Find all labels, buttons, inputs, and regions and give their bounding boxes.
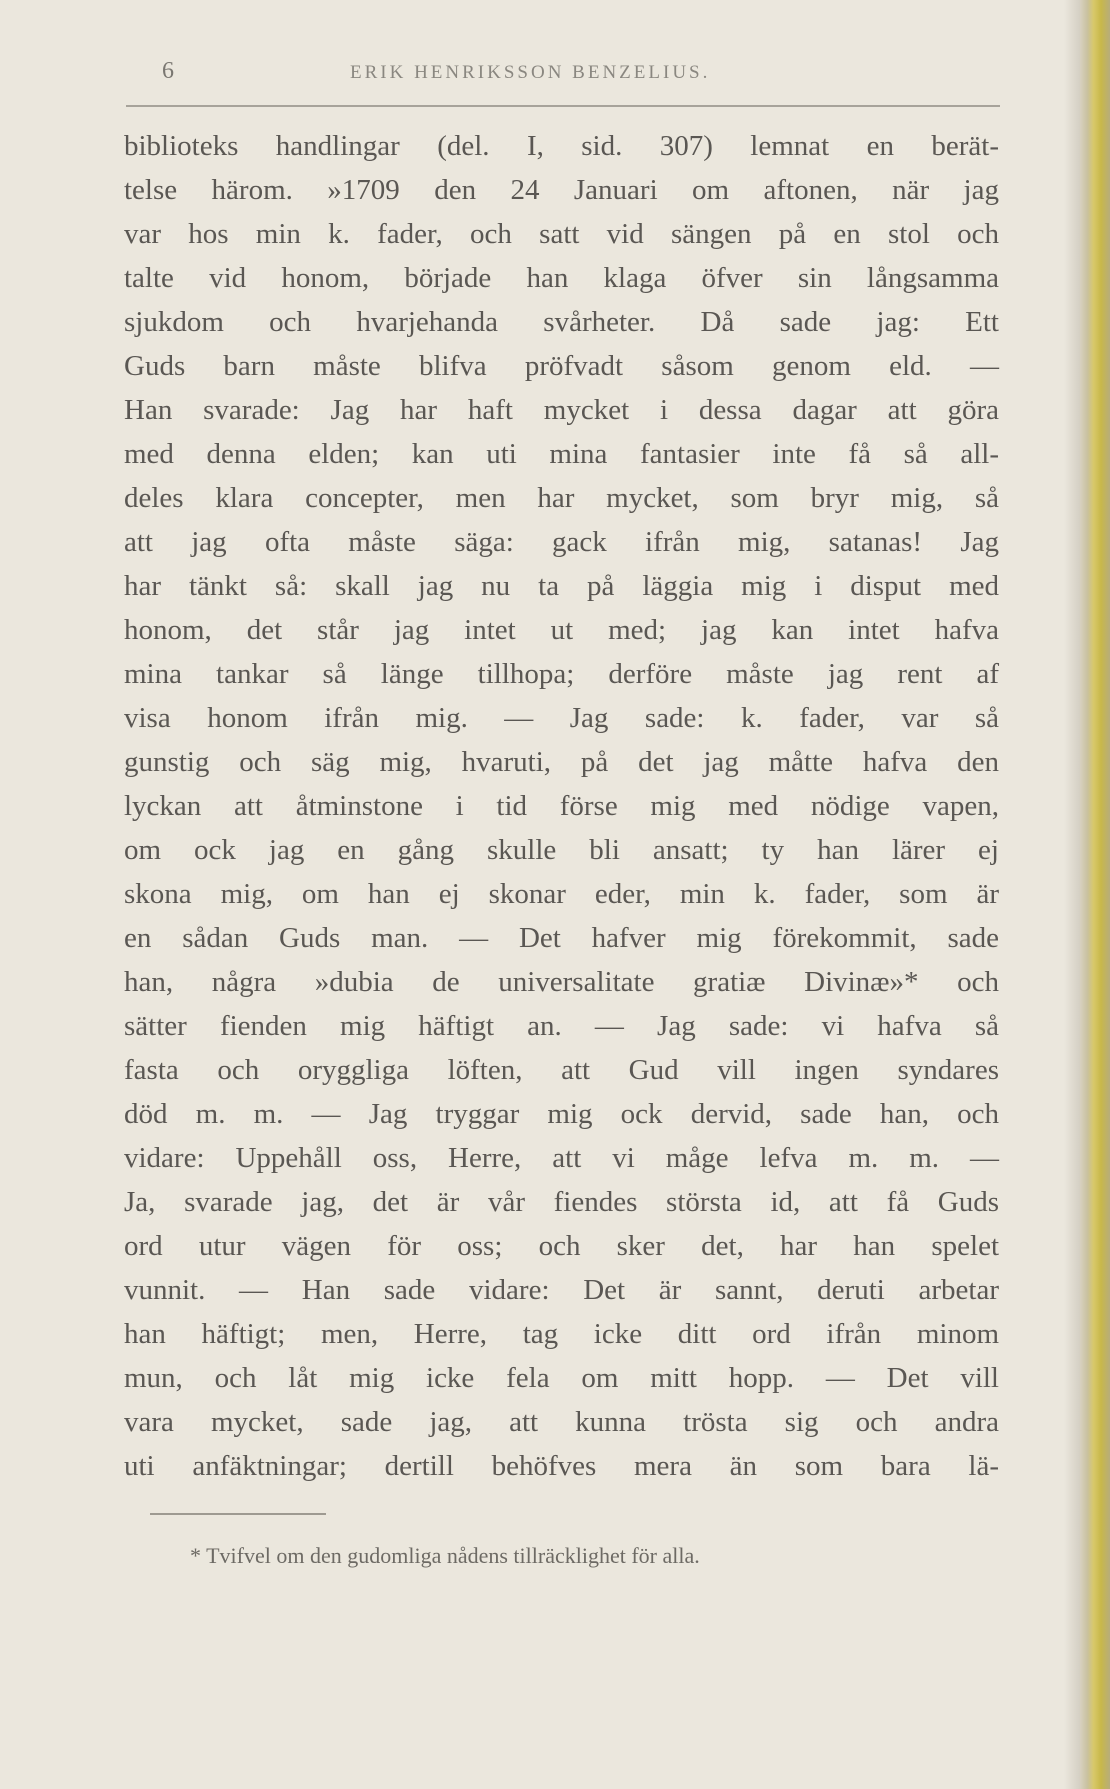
text-line: vunnit. — Han sade vidare: Det är sannt, deruti arbetar (124, 1274, 999, 1306)
text-line: honom, det står jag intet ut med; jag kan intet hafva (124, 614, 999, 646)
text-line: Guds barn måste blifva pröfvadt såsom genom eld. — (124, 350, 999, 382)
text-line: vidare: Uppehåll oss, Herre, att vi måge lefva m. m. — (124, 1142, 999, 1174)
text-line: har tänkt så: skall jag nu ta på läggia mig i disput med (124, 570, 999, 602)
text-line: Ja, svarade jag, det är vår fiendes största id, att få Guds (124, 1186, 999, 1218)
text-line: telse härom. »1709 den 24 Januari om aftonen, när jag (124, 174, 999, 206)
header-rule (126, 105, 1000, 107)
text-line: deles klara concepter, men har mycket, som bryr mig, så (124, 482, 999, 514)
text-line: var hos min k. fader, och satt vid sängen på en stol och (124, 218, 999, 250)
text-line: han, några »dubia de universalitate gratiæ Divinæ»* och (124, 966, 999, 998)
text-line: död m. m. — Jag tryggar mig ock dervid, sade han, och (124, 1098, 999, 1130)
text-line: sjukdom och hvarjehanda svårheter. Då sade jag: Ett (124, 306, 999, 338)
page-right-edge (1080, 0, 1110, 1789)
text-line: skona mig, om han ej skonar eder, min k. fader, som är (124, 878, 999, 910)
running-title: ERIK HENRIKSSON BENZELIUS. (350, 62, 711, 83)
footnote-rule (150, 1513, 326, 1515)
text-line: biblioteks handlingar (del. I, sid. 307) lemnat en berät- (124, 130, 999, 162)
text-line: fasta och oryggliga löften, att Gud vill ingen syndares (124, 1054, 999, 1086)
text-line: om ock jag en gång skulle bli ansatt; ty han lärer ej (124, 834, 999, 866)
text-line: han häftigt; men, Herre, tag icke ditt ord ifrån minom (124, 1318, 999, 1350)
text-line: mina tankar så länge tillhopa; derföre måste jag rent af (124, 658, 999, 690)
text-line: med denna elden; kan uti mina fantasier inte få så all- (124, 438, 999, 470)
text-line: att jag ofta måste säga: gack ifrån mig, satanas! Jag (124, 526, 999, 558)
page-number: 6 (162, 58, 174, 84)
text-line: lyckan att åtminstone i tid förse mig med nödige vapen, (124, 790, 999, 822)
running-header (120, 48, 1000, 88)
body-text (124, 124, 999, 1488)
text-line: mun, och låt mig icke fela om mitt hopp. — Det vill (124, 1362, 999, 1394)
text-line: visa honom ifrån mig. — Jag sade: k. fader, var så (124, 702, 999, 734)
text-line: en sådan Guds man. — Det hafver mig förekommit, sade (124, 922, 999, 954)
text-line: vara mycket, sade jag, att kunna trösta sig och andra (124, 1406, 999, 1438)
text-line: sätter fienden mig häftigt an. — Jag sade: vi hafva så (124, 1010, 999, 1042)
page-edge-shadow (1064, 0, 1080, 1789)
text-line: uti anfäktningar; dertill behöfves mera än som bara lä- (124, 1450, 999, 1482)
footnote: * Tvifvel om den gudomliga nådens tillräcklighet för alla. (190, 1543, 700, 1568)
text-line: gunstig och säg mig, hvaruti, på det jag måtte hafva den (124, 746, 999, 778)
text-line: Han svarade: Jag har haft mycket i dessa dagar att göra (124, 394, 999, 426)
text-line: talte vid honom, började han klaga öfver sin långsamma (124, 262, 999, 294)
text-line: ord utur vägen för oss; och sker det, har han spelet (124, 1230, 999, 1262)
